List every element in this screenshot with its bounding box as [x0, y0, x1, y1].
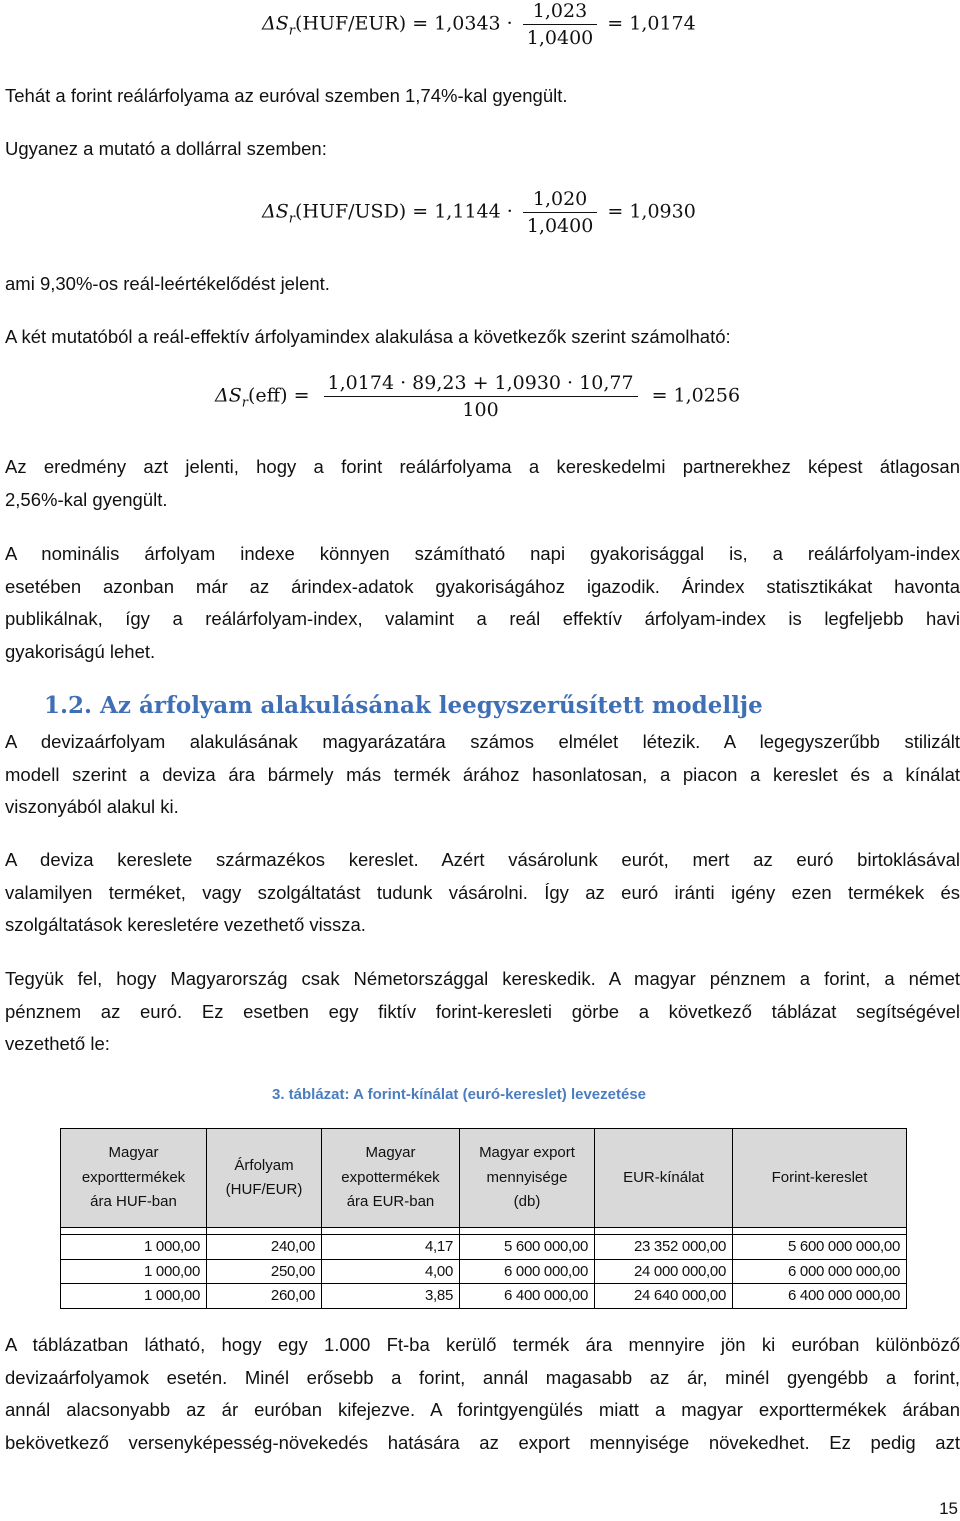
fraction: $\frac{1,023}{1,0400}$	[523, 0, 597, 49]
paragraph-result-meaning: Az eredmény azt jelenti, hogy a forint reálárfolyama a kereskedelmi partnerekhez képest átlagosan 2,56%-kal gyengült.	[5, 456, 960, 510]
table-cell: 24 640 000,00	[595, 1284, 733, 1309]
paragraph-exchange-theory: A devizaárfolyam alakulásának magyarázatára számos elmélet létezik. A legegyszerűbb stilizált modell szerint a deviza ára bármely más termék árához hasonlatosan, a piacon a kereslet és a kínálat viszonyából alakul ki.	[5, 731, 960, 818]
table-row	[61, 1259, 907, 1284]
table-cell: 6 000 000,00	[460, 1259, 595, 1284]
paragraph-euro-result: Tehát a forint reálárfolyama az euróval szemben 1,74%-kal gyengült.	[5, 85, 568, 106]
table-cell: 250,00	[207, 1259, 322, 1284]
fraction: $\frac{1,0174 \cdot 89,23 + 1,0930 \cdot 10,77}{100}$	[324, 372, 638, 421]
paragraph-table-explanation: A táblázatban látható, hogy egy 1.000 Ft-ba kerülő termék ára mennyire jön ki euróban különböző devizaárfolyamok esetén. Minél erősebb a forint, annál magasabb az ár, minél gyengébb a forint, annál alacsonyabb az ár euróban kifejezve. A forintgyengülés miatt a magyar exporttermékek árában bekövetkező versenyképesség-növekedés hatására az export mennyisége növekedhet. Ez pedig azt	[5, 1334, 960, 1453]
table-header-row	[61, 1129, 907, 1228]
equation-huf-eur: $\Delta S_r(HUF/EUR) = 1,0343$ · $\frac{1,023}{1,0400}$ = 1,0174	[262, 0, 696, 49]
table-row	[61, 1284, 907, 1309]
table-cell: 24 000 000,00	[595, 1259, 733, 1284]
header-cell: Magyar expottermékek ára EUR-ban	[322, 1129, 460, 1228]
table-cell: 240,00	[207, 1235, 322, 1260]
paragraph-nominal-index: A nominális árfolyam indexe könnyen számítható napi gyakorisággal is, a reálárfolyam-index esetében azonban már az árindex-adatok gyakoriságához igazodik. Árindex statisztikákat havonta publikálnak, így a reálárfolyam-index, valamint a reál effektív árfolyam-index is legfeljebb havi gyakoriságú lehet.	[5, 543, 960, 662]
table-cell: 260,00	[207, 1284, 322, 1309]
paragraph-derived-demand: A deviza kereslete származékos kereslet. Azért vásárolunk eurót, mert az euró birtoklásával valamilyen terméket, vagy szolgáltatást tudunk vásárolni. Így az euró iránti igény ezen termékek és szolgáltatások keresletére vezethető vissza.	[5, 849, 960, 936]
table-caption: 3. táblázat: A forint-kínálat (euró-kereslet) levezetése	[272, 1086, 647, 1103]
table-cell: 1 000,00	[61, 1284, 207, 1309]
table-cell: 6 400 000,00	[460, 1284, 595, 1309]
header-cell: Forint-kereslet	[733, 1129, 907, 1228]
paragraph-trade-assumption: Tegyük fel, hogy Magyarország csak Németországgal kereskedik. A magyar pénznem a forint, a német pénznem az euró. Ez esetben egy fiktív forint-keresleti görbe a következő táblázat segítségével vezethető le:	[5, 968, 960, 1055]
header-cell: Árfolyam (HUF/EUR)	[207, 1129, 322, 1228]
paragraph-dollar-intro: Ugyanez a mutató a dollárral szemben:	[5, 138, 327, 159]
table-cell: 1 000,00	[61, 1235, 207, 1260]
forint-supply-table	[60, 1128, 907, 1309]
table-cell: 1 000,00	[61, 1259, 207, 1284]
table-row	[61, 1235, 907, 1260]
header-cell: Magyar export mennyisége (db)	[460, 1129, 595, 1228]
paragraph-devaluation: ami 9,30%-os reál-leértékelődést jelent.	[5, 273, 330, 294]
header-cell: Magyar exporttermékek ára HUF-ban	[61, 1129, 207, 1228]
table-cell: 6 000 000 000,00	[733, 1259, 907, 1284]
table-cell: 5 600 000,00	[460, 1235, 595, 1260]
fraction: $\frac{1,020}{1,0400}$	[523, 188, 597, 237]
table-cell: 4,00	[322, 1259, 460, 1284]
table-cell: 6 400 000 000,00	[733, 1284, 907, 1309]
table-cell: 23 352 000,00	[595, 1235, 733, 1260]
table-cell: 3,85	[322, 1284, 460, 1309]
table-cell: 5 600 000 000,00	[733, 1235, 907, 1260]
paragraph-effective-intro: A két mutatóból a reál-effektív árfolyamindex alakulása a következők szerint számolható:	[5, 326, 731, 347]
equation-effective: $\Delta S_r(eff)$ = $\frac{1,0174 \cdot 89,23 + 1,0930 \cdot 10,77}{100}$ = 1,0256	[215, 372, 741, 421]
section-heading: 1.2. Az árfolyam alakulásának leegyszerűsített modellje	[44, 692, 763, 719]
page-number: 15	[939, 1499, 958, 1518]
equation-huf-usd: $\Delta S_r(HUF/USD) = 1,1144$ · $\frac{1,020}{1,0400}$ = 1,0930	[262, 188, 696, 237]
header-cell: EUR-kínálat	[595, 1129, 733, 1228]
table-cell: 4,17	[322, 1235, 460, 1260]
